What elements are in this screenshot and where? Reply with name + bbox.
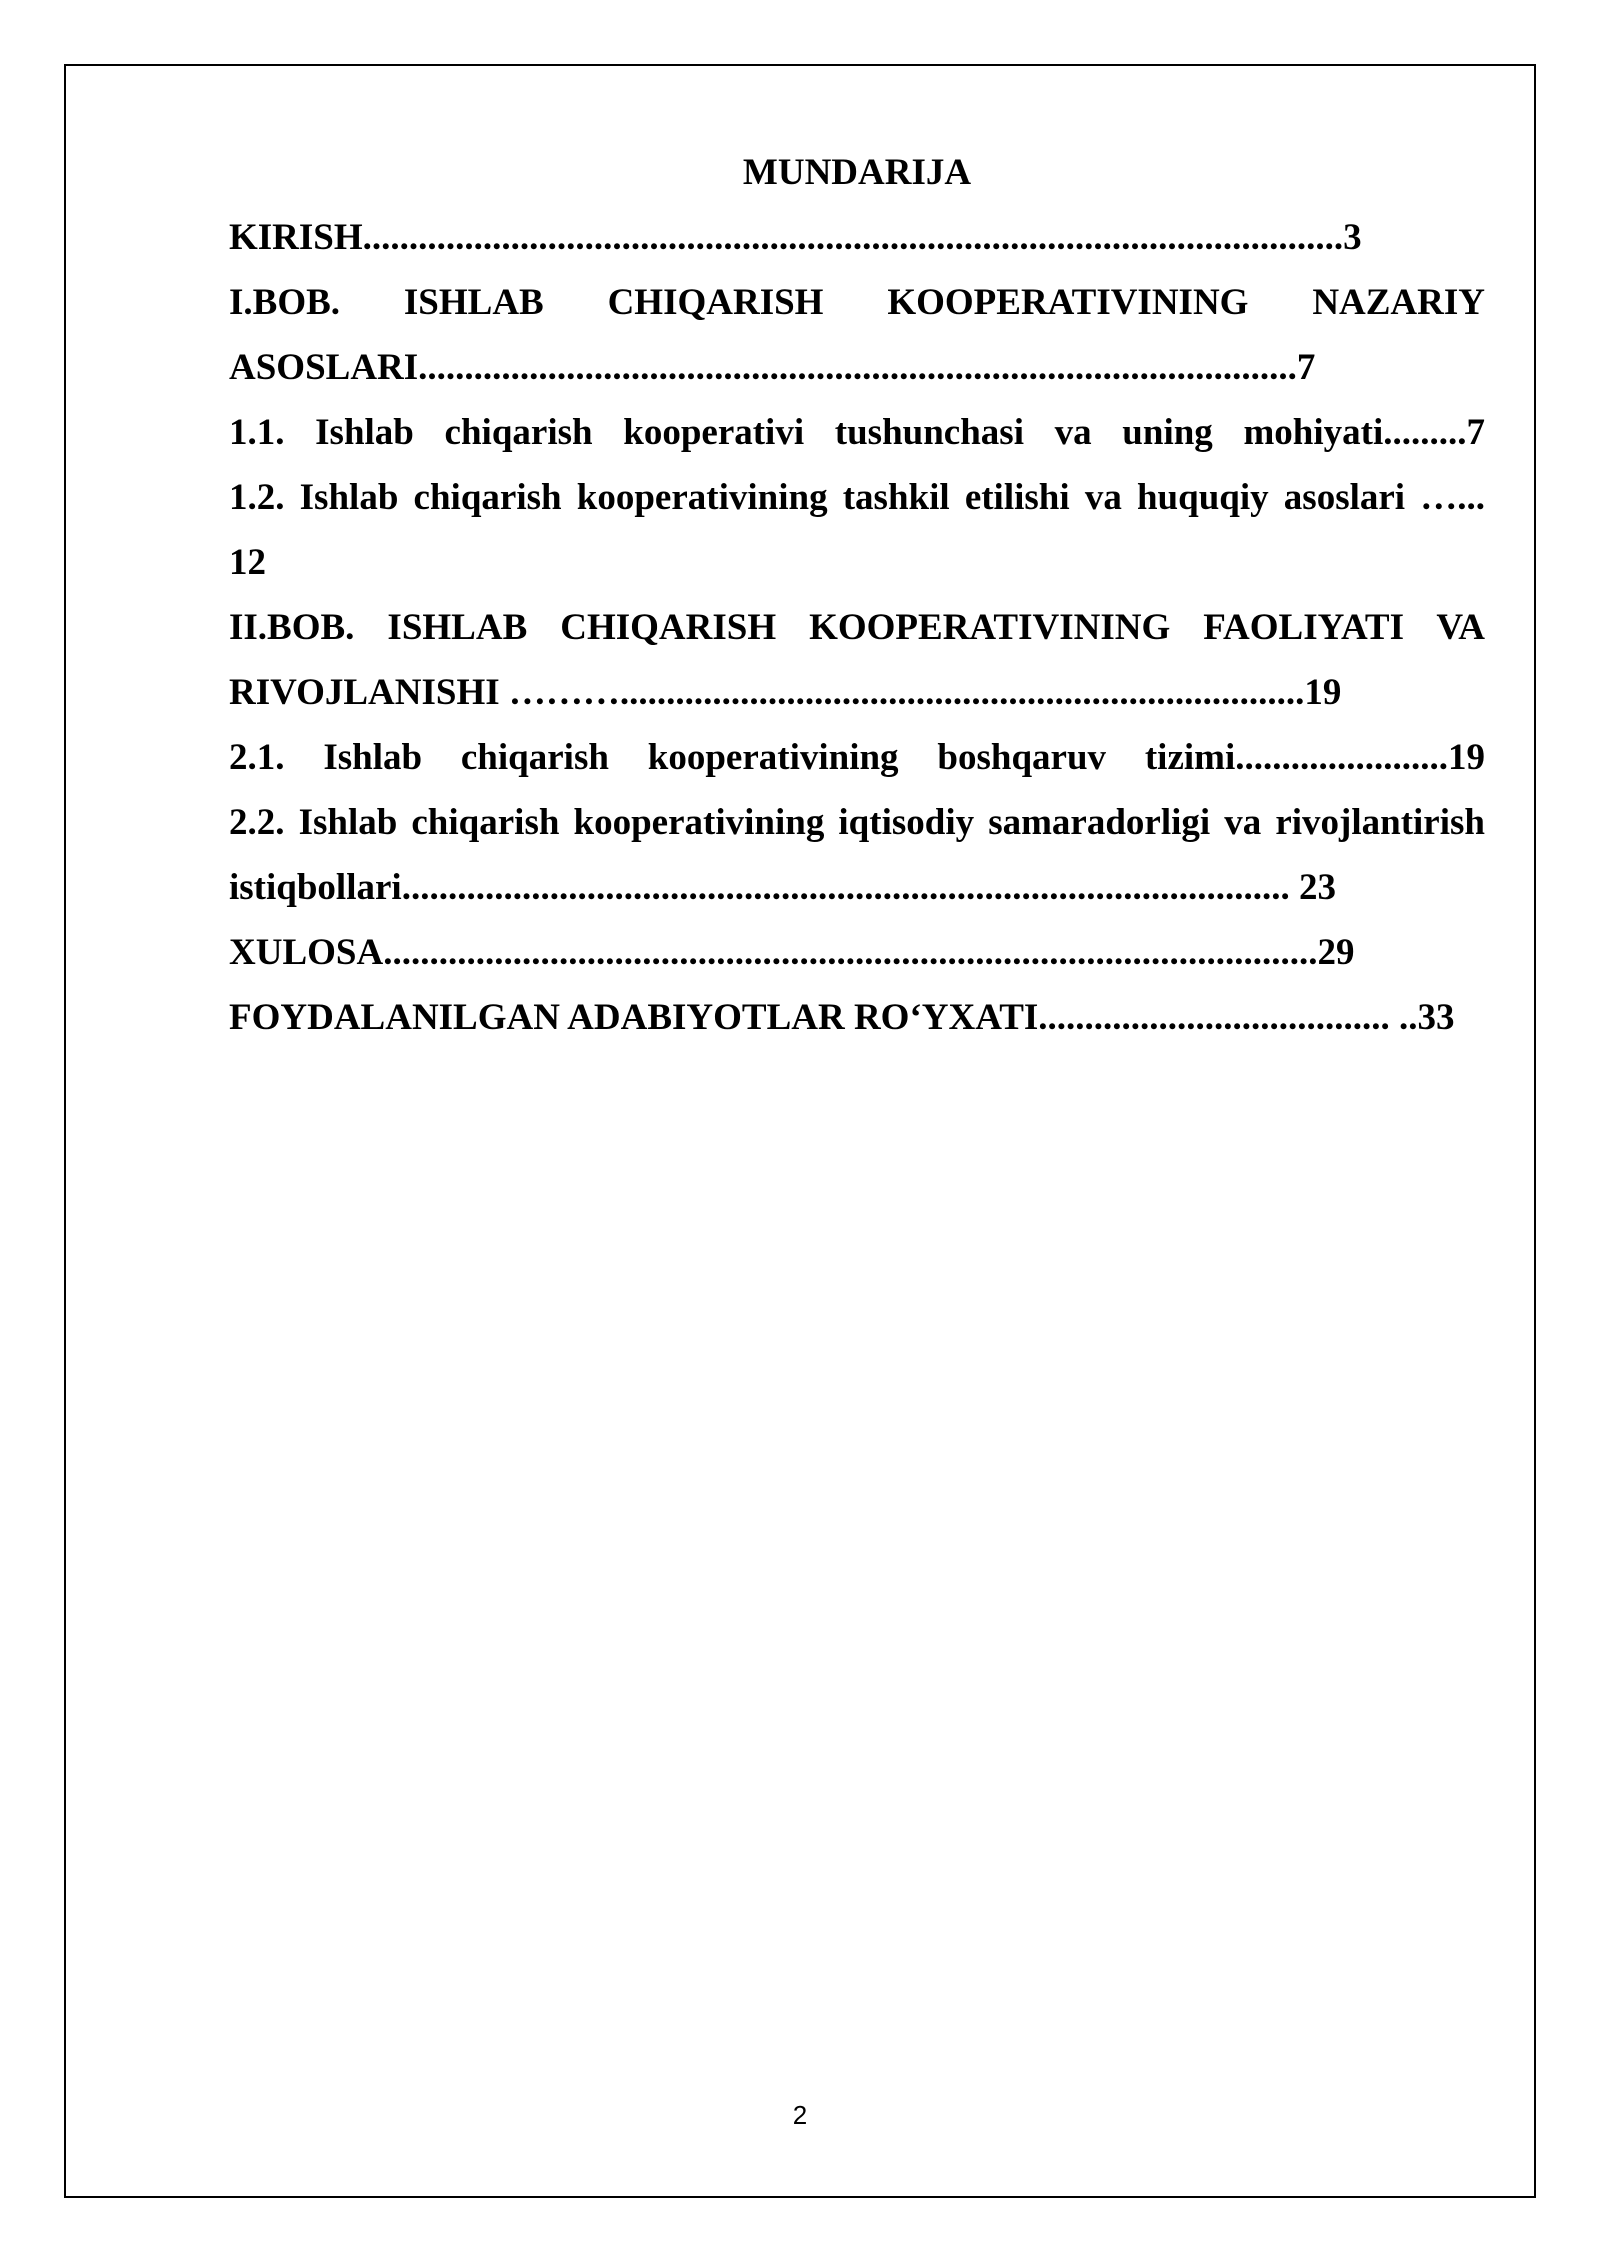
toc-entry-chapter-2-title-cont: RIVOJLANISHI ………..........................................................................19 [229,672,1342,713]
toc-entry-xulosa: XULOSA.....................................................................................................29 [229,932,1355,973]
toc-entry-section-2-2-cont: istiqbollari................................................................................................ 23 [229,867,1336,908]
toc-entry-chapter-1-title: I.BOB. ISHLAB CHIQARISH KOOPERATIVINING NAZARIY [229,282,1485,323]
toc-entry-section-1-2-page: 12 [229,542,266,583]
document-title: MUNDARIJA [742,152,972,193]
page-number: 2 [792,2100,808,2130]
toc-entry-section-1-1: 1.1. Ishlab chiqarish kooperativi tushunchasi va uning mohiyati.........7 [229,412,1485,453]
table-of-contents [229,140,1485,1050]
toc-entry-kirish: KIRISH..........................................................................................................3 [229,217,1362,258]
toc-entry-chapter-2-title: II.BOB. ISHLAB CHIQARISH KOOPERATIVINING FAOLIYATI VA [229,607,1485,648]
toc-entry-section-1-2: 1.2. Ishlab chiqarish kooperativining tashkil etilishi va huquqiy asoslari …... [229,477,1485,518]
toc-entry-chapter-1-title-cont: ASOSLARI...............................................................................................7 [229,347,1316,388]
toc-entry-section-2-2: 2.2. Ishlab chiqarish kooperativining iqtisodiy samaradorligi va rivojlantirish [229,802,1485,843]
toc-entry-section-2-1: 2.1. Ishlab chiqarish kooperativining boshqaruv tizimi.......................19 [229,737,1485,778]
toc-entry-references: FOYDALANILGAN ADABIYOTLAR RO‘YXATI...................................... ..33 [229,997,1455,1038]
